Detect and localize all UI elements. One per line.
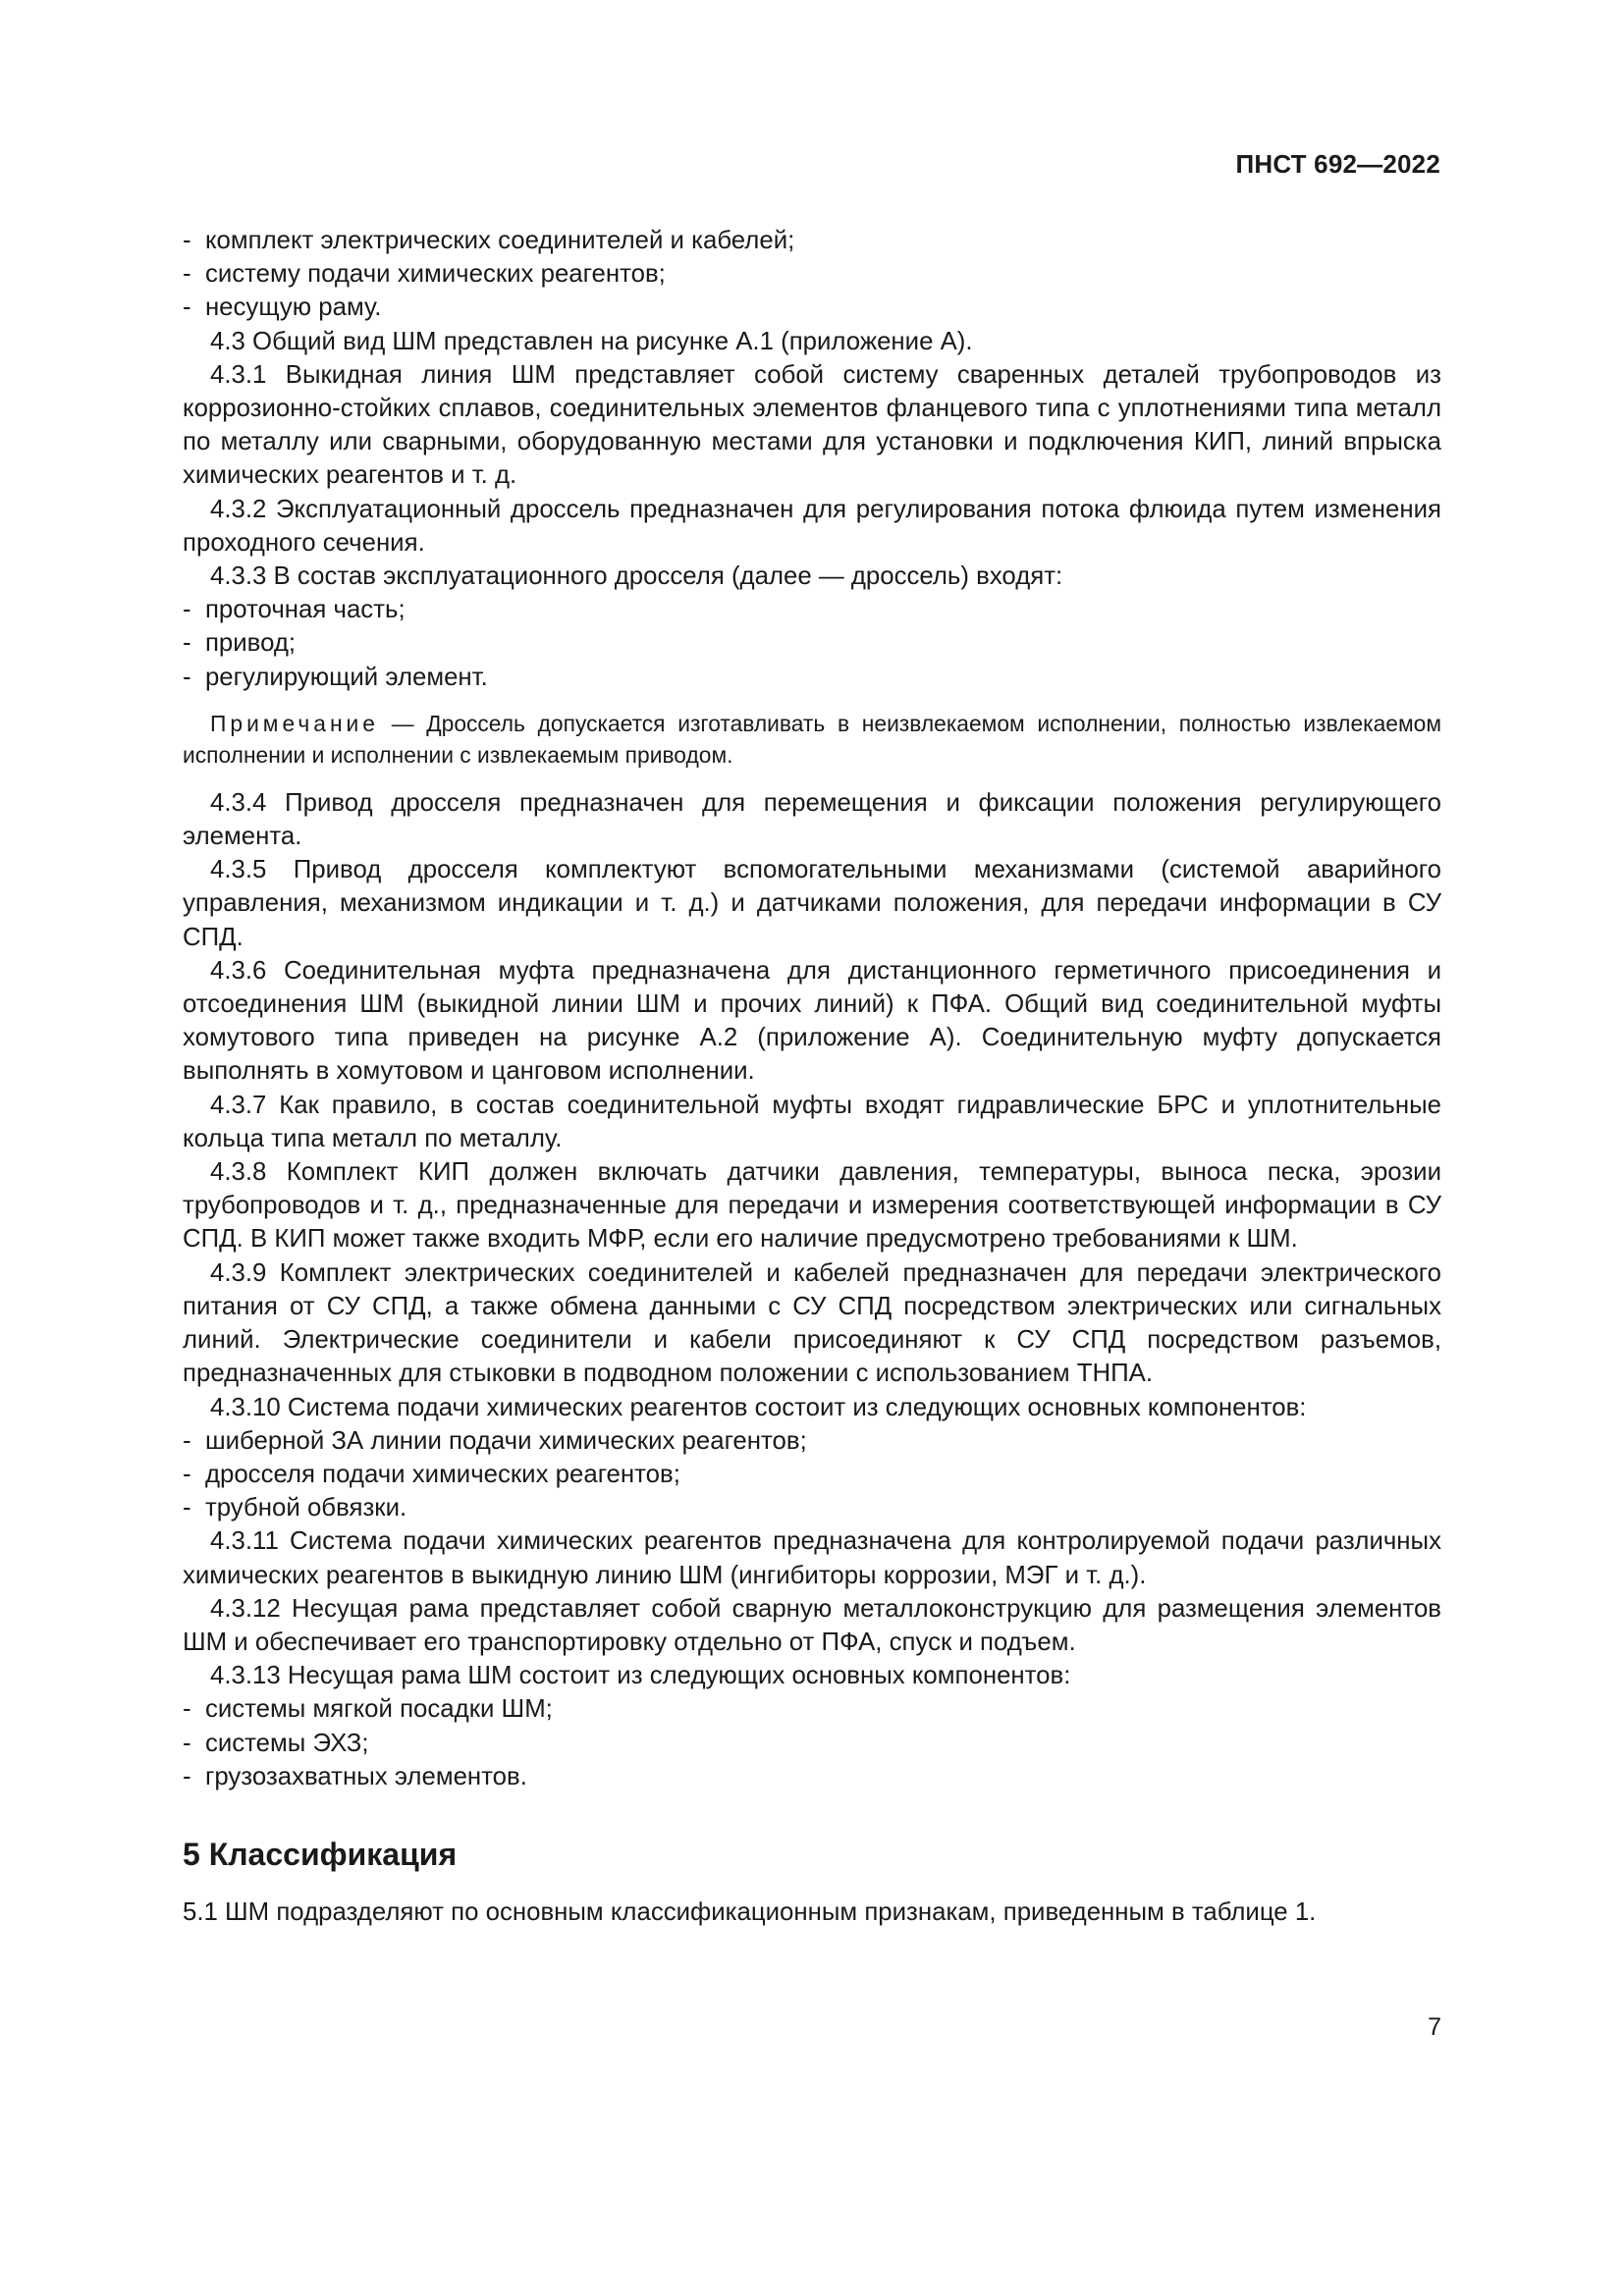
paragraph-4-3-7: 4.3.7 Как правило, в состав соединительной муфты входят гидравлические БРС и уплотнительные кольца типа металл по металлу.: [183, 1091, 1441, 1152]
paragraph-4-3-1: 4.3.1 Выкидная линия ШМ представляет собой систему сваренных деталей трубопроводов из коррозионно-стойких сплавов, соединительных элементов фланцевого типа с уплотнениями типа металл по металлу или сварными, оборудованную местами для установки и подключения КИП, линий впрыска химических реагентов и т. д.: [183, 360, 1441, 490]
paragraph-4-3-10: 4.3.10 Система подачи химических реагентов состоит из следующих основных компонентов:: [210, 1393, 1307, 1421]
paragraph-4-3-9: 4.3.9 Комплект электрических соединителей и кабелей предназначен для передачи электрического питания от СУ СПД, а также обмена данными с СУ СПД посредством электрических или сигнальных линий. Электрические соединители и кабели присоединяют к СУ СПД посредством разъемов, предназначенных для стыковки в подводном положении с использованием ТНПА.: [183, 1258, 1441, 1388]
paragraph-4-3-3: 4.3.3 В состав эксплуатационного дросселя (далее — дроссель) входят:: [210, 562, 1063, 591]
list-item: - дросселя подачи химических реагентов;: [183, 1458, 1441, 1491]
list-item: - несущую раму.: [183, 291, 1441, 324]
section-heading: 5 Классификация: [183, 1836, 458, 1872]
paragraph-4-3-11: 4.3.11 Система подачи химических реагентов предназначена для контролируемой подачи различных химических реагентов в выкидную линию ШМ (ингибиторы коррозии, МЭГ и т. д.).: [183, 1527, 1441, 1589]
document-body: [183, 224, 1441, 1929]
paragraph-4-3-12: 4.3.12 Несущая рама представляет собой сварную металлоконструкцию для размещения элементов ШМ и обеспечивает его транспортировку отдельно от ПФА, спуск и подъем.: [183, 1594, 1441, 1656]
note: [183, 708, 1441, 771]
list-item: - регулирующий элемент.: [183, 661, 1441, 694]
paragraph-4-3-2: 4.3.2 Эксплуатационный дроссель предназначен для регулирования потока флюида путем изменения проходного сечения.: [183, 495, 1441, 557]
list-item: - проточная часть;: [183, 593, 1441, 626]
page-number: 7: [1428, 2013, 1441, 2041]
paragraph-4-3-4: 4.3.4 Привод дросселя предназначен для перемещения и фиксации положения регулирующего элемента.: [183, 788, 1441, 851]
list-item: - трубной обвязки.: [183, 1491, 1441, 1524]
paragraph-4-3-8: 4.3.8 Комплект КИП должен включать датчики давления, температуры, выноса песка, эрозии трубопроводов и т. д., предназначенные для передачи и измерения соответствующей информации в СУ СПД. В КИП может также входить МФР, если его наличие предусмотрено требованиями к ШМ.: [183, 1158, 1441, 1254]
list-item: - комплект электрических соединителей и кабелей;: [183, 224, 1441, 257]
paragraph-4-3-6: 4.3.6 Соединительная муфта предназначена для дистанционного герметичного присоединения и отсоединения ШМ (выкидной линии ШМ и прочих линий) к ПФА. Общий вид соединительной муфты хомутового типа приведен на рисунке А.2 (приложение А). Соединительную муфту допускается выполнять в хомутовом и цанговом исполнении.: [183, 956, 1441, 1086]
list-item: - грузозахватных элементов.: [183, 1760, 1441, 1793]
list-item: - системы мягкой посадки ШМ;: [183, 1692, 1441, 1726]
paragraph-4-3: 4.3 Общий вид ШМ представлен на рисунке А.1 (приложение А).: [210, 327, 973, 355]
document-id: ПНСТ 692—2022: [1235, 149, 1440, 179]
paragraph-5-1: 5.1 ШМ подразделяют по основным классификационным признакам, приведенным в таблице 1.: [183, 1897, 1317, 1926]
list-item: - системы ЭХЗ;: [183, 1727, 1441, 1760]
list-item: - шиберной ЗА линии подачи химических реагентов;: [183, 1424, 1441, 1458]
list-item: - привод;: [183, 626, 1441, 660]
list-item: - систему подачи химических реагентов;: [183, 257, 1441, 291]
note-label: Примечание: [210, 710, 379, 736]
note-text: — Дроссель допускается изготавливать в неизвлекаемом исполнении, полностью извлекаемом исполнении и исполнении с извлекаемым приводом.: [183, 710, 1441, 768]
paragraph-4-3-5: 4.3.5 Привод дросселя комплектуют вспомогательными механизмами (системой аварийного управления, механизмом индикации и т. д.) и датчиками положения, для передачи информации в СУ СПД.: [183, 856, 1441, 951]
paragraph-4-3-13: 4.3.13 Несущая рама ШМ состоит из следующих основных компонентов:: [210, 1662, 1071, 1690]
